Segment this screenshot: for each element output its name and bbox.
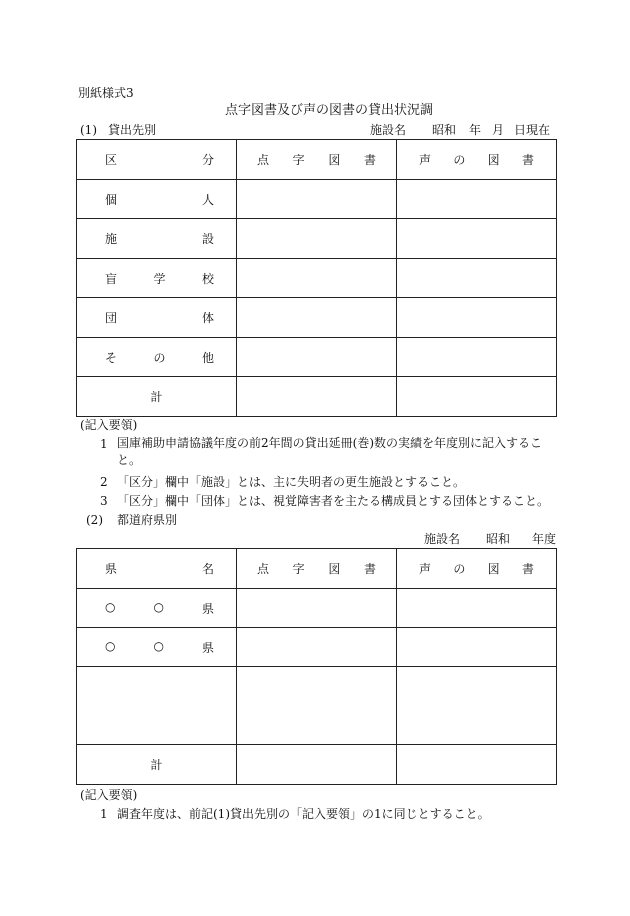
note-text: 「区分」欄中「施設」とは、主に失明者の更生施設とすること。 [117,475,466,489]
cell-input[interactable] [77,667,237,745]
section2-year-suffix: 年度 [532,532,557,546]
total-label: 計 [150,390,163,404]
section1-month-char: 月 [492,123,505,137]
cell-input[interactable] [237,219,397,259]
table-row-total [77,377,557,417]
note-text: 「区分」欄中「団体」とは、視覚障害者を主たる構成員とする団体とすること。 [117,494,550,508]
note-number: 1 [100,437,108,451]
table-row-school-for-blind: 盲 学 校 [77,259,557,298]
cell-input[interactable] [397,338,557,377]
section2-number: (2) [86,513,103,527]
notes-heading: (記入要領) [80,418,138,432]
section1-year-char: 年 [469,123,482,137]
table-row-blank [77,667,557,745]
cell-input[interactable] [397,377,557,417]
cell-input[interactable] [397,745,557,785]
cell-input[interactable] [237,180,397,219]
section1-era: 昭和 [432,123,457,137]
note-text: 国庫補助申請協議年度の前2年間の貸出延冊(巻)数の実績を年度別に記入すること。 [117,436,543,467]
cell-input[interactable] [237,667,397,745]
cell-input[interactable] [397,628,557,667]
section2-era: 昭和 [486,532,511,546]
section1-facility-label: 施設名 [370,123,407,137]
cell-input[interactable] [237,377,397,417]
cell-input[interactable] [237,589,397,628]
form-number: 別紙様式3 [78,86,134,100]
table-row-prefecture: ○ ○ 県 [77,628,557,667]
cell-input[interactable] [397,180,557,219]
section2-facility-label: 施設名 [424,532,461,546]
table-row-total [77,745,557,785]
column-header-voice-books: 声 の 図 書 [397,549,557,589]
table-row-individual: 個 人 [77,180,557,219]
table-row-facility: 施 設 [77,219,557,259]
cell-input[interactable] [237,338,397,377]
table-row-other: そ の 他 [77,338,557,377]
cell-input[interactable] [237,745,397,785]
total-label: 計 [150,758,163,772]
cell-input[interactable] [397,259,557,298]
section1-number: (1) [80,123,97,137]
document-title: 点字図書及び声の図書の貸出状況調 [225,103,434,118]
column-header-voice-books: 声 の 図 書 [397,140,557,180]
section1-date-suffix: 日現在 [514,123,551,137]
notes-heading: (記入要領) [80,788,138,802]
cell-input[interactable] [397,667,557,745]
cell-input[interactable] [397,589,557,628]
table-row-organization: 団 体 [77,298,557,338]
lending-by-borrower-table [76,139,557,417]
cell-input[interactable] [397,219,557,259]
note-number: 2 [100,475,108,489]
table-header-row [77,140,557,180]
table-header-row [77,549,557,589]
table-row-prefecture: ○ ○ 県 [77,589,557,628]
note-number: 3 [100,494,108,508]
note-number: 1 [100,807,108,821]
column-header-prefecture: 県 名 [77,549,237,589]
cell-input[interactable] [237,298,397,338]
note-text: 調査年度は、前記(1)貸出先別の「記入要領」の1に同じとすること。 [117,807,490,821]
cell-input[interactable] [237,628,397,667]
lending-by-prefecture-table [76,548,557,785]
column-header-braille-books: 点 字 図 書 [237,140,397,180]
section1-heading: 貸出先別 [108,123,157,137]
column-header-braille-books: 点 字 図 書 [237,549,397,589]
section2-heading: 都道府県別 [117,513,178,527]
cell-input[interactable] [397,298,557,338]
column-header-category: 区 分 [77,140,237,180]
cell-input[interactable] [237,259,397,298]
